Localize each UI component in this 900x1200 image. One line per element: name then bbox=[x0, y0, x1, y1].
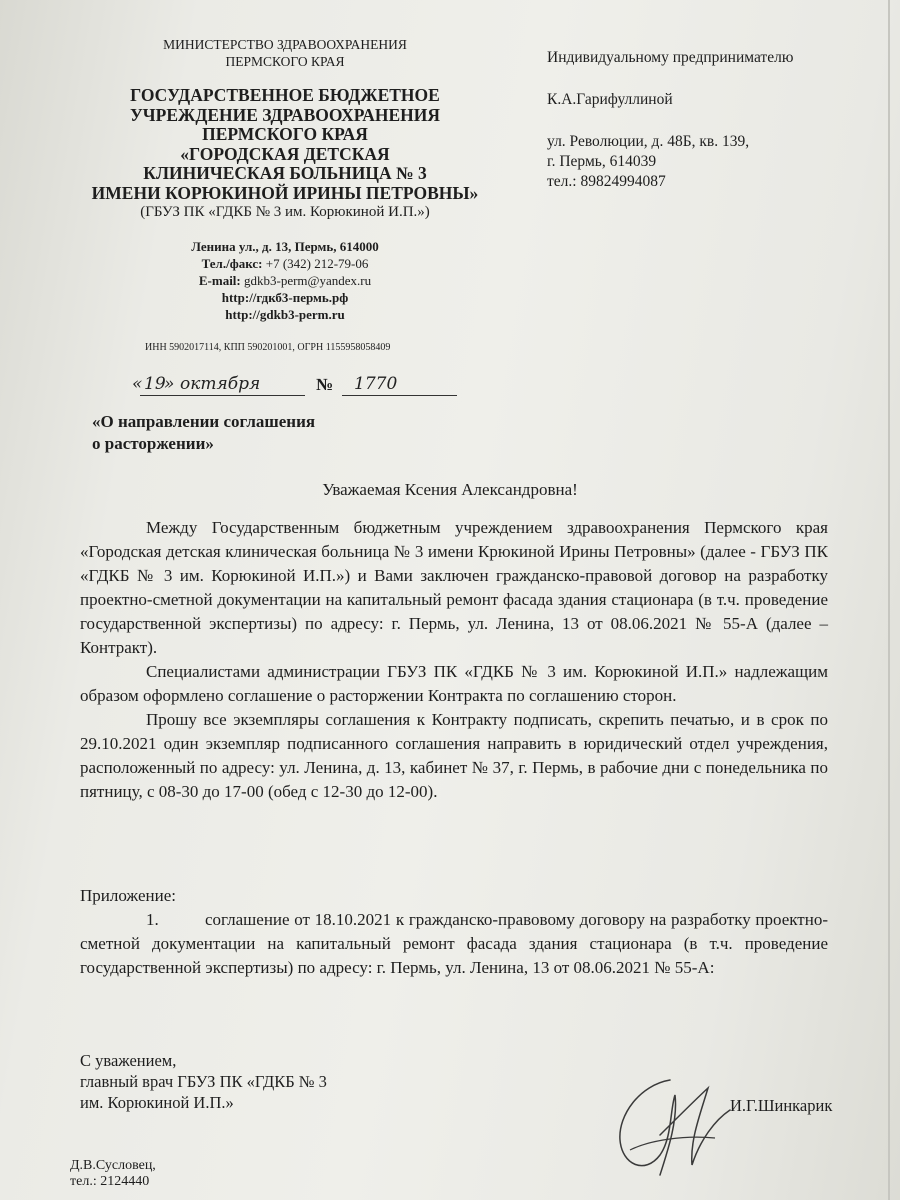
signer-position: им. Корюкиной И.П.» bbox=[80, 1093, 234, 1112]
phone-label: Тел./факс: bbox=[201, 256, 263, 271]
letter-body bbox=[80, 516, 828, 804]
website-1-text: http://гдкб3-пермь.рф bbox=[221, 290, 349, 305]
executor-block bbox=[70, 1158, 156, 1190]
date-number-line bbox=[130, 372, 470, 402]
doc-number: 1770 bbox=[354, 374, 398, 394]
recipient-phone: тел.: 89824994087 bbox=[547, 173, 666, 190]
email-line bbox=[150, 272, 420, 289]
website-2 bbox=[150, 306, 420, 323]
email-label: E-mail: bbox=[198, 273, 241, 288]
recipient-block bbox=[547, 48, 867, 192]
executor-name: Д.В.Сусловец, bbox=[70, 1158, 156, 1173]
phone-value: +7 (342) 212-79-06 bbox=[265, 256, 369, 271]
attachment-heading: Приложение: bbox=[80, 886, 176, 905]
phone-line bbox=[150, 255, 420, 272]
body-paragraph: Между Государственным бюджетным учреждением здравоохранения Пермского края «Городская детская клиническая больница № 3 имени Крюкиной Ирины Петровны» (далее - ГБУЗ ПК «ГДКБ № 3 им. Корюкиной И.П.») и Вами заключен гражданско-правовой договор на разработку проектно-сметной документации на капитальный ремонт фасада здания стационара (в т.ч. проведение государственной экспертизы) по адресу: г. Пермь, ул. Ленина, 13 от 08.06.2021 № 55-А (далее – Контракт). bbox=[80, 518, 828, 657]
subject-line: «О направлении соглашения bbox=[92, 412, 316, 431]
signer-name: И.Г.Шинкарик bbox=[730, 1096, 833, 1115]
email-value: gdkb3-perm@yandex.ru bbox=[244, 273, 372, 288]
institution-name bbox=[85, 86, 485, 203]
close-quote: » bbox=[164, 374, 175, 394]
paper-edge bbox=[888, 0, 890, 1200]
closing-block bbox=[80, 1050, 327, 1113]
address bbox=[150, 238, 420, 255]
recipient-address-line: ул. Революции, д. 48Б, кв. 139, bbox=[547, 133, 750, 150]
executor-phone: тел.: 2124440 bbox=[70, 1174, 150, 1189]
institution-line: ГОСУДАРСТВЕННОЕ БЮДЖЕТНОЕ bbox=[130, 85, 440, 105]
greeting: Уважаемая Ксения Александровна! bbox=[322, 480, 578, 499]
attachment-text: соглашение от 18.10.2021 к гражданско-правовому договору на разработку проектно-сметной документации на капитальный ремонт фасада здания стационара (в т.ч. проведение государственной экспертизы) по адресу: г. Пермь, ул. Ленина, 13 от 08.06.2021 № 55-А: bbox=[80, 910, 828, 977]
date-underline bbox=[140, 395, 305, 396]
number-underline bbox=[342, 395, 457, 396]
date-month: октября bbox=[180, 374, 261, 394]
recipient-name: К.А.Гарифуллиной bbox=[547, 91, 673, 108]
requisites: ИНН 5902017114, КПП 590201001, ОГРН 1155958058409 bbox=[145, 342, 391, 353]
institution-line: ИМЕНИ КОРЮКИНОЙ ИРИНЫ ПЕТРОВНЫ» bbox=[91, 182, 479, 203]
subject-line: о расторжении» bbox=[92, 434, 214, 453]
body-paragraph: Специалистами администрации ГБУЗ ПК «ГДКБ № 3 им. Корюкиной И.П.» надлежащим образом оформлено соглашение о расторжении Контракта по соглашению сторон. bbox=[80, 662, 828, 705]
website-2-text: http://gdkb3-perm.ru bbox=[225, 307, 345, 322]
number-sign: № bbox=[316, 375, 334, 394]
handwritten-signature bbox=[600, 1040, 735, 1180]
signer-position: главный врач ГБУЗ ПК «ГДКБ № 3 bbox=[80, 1072, 327, 1091]
closing-regards: С уважением, bbox=[80, 1051, 177, 1070]
letterhead bbox=[85, 36, 485, 222]
date-day: 19 bbox=[144, 374, 166, 394]
letterhead-contacts bbox=[150, 238, 420, 323]
institution-line: «ГОРОДСКАЯ ДЕТСКАЯ bbox=[180, 143, 390, 164]
address-text: Ленина ул., д. 13, Пермь, 614000 bbox=[191, 239, 379, 254]
attachment-number: 1. bbox=[146, 910, 159, 929]
institution-line: УЧРЕЖДЕНИЕ ЗДРАВООХРАНЕНИЯ bbox=[129, 104, 441, 125]
institution-line: КЛИНИЧЕСКАЯ БОЛЬНИЦА № 3 bbox=[143, 163, 427, 183]
ministry-line: МИНИСТЕРСТВО ЗДРАВООХРАНЕНИЯ bbox=[163, 37, 407, 52]
open-quote: « bbox=[132, 374, 143, 394]
attachment-item bbox=[80, 908, 828, 980]
recipient-address-line: г. Пермь, 614039 bbox=[547, 153, 657, 170]
letter-subject bbox=[92, 411, 422, 455]
ministry-name bbox=[85, 36, 485, 70]
ministry-line: ПЕРМСКОГО КРАЯ bbox=[225, 54, 345, 69]
institution-abbreviation: (ГБУЗ ПК «ГДКБ № 3 им. Корюкиной И.П.») bbox=[140, 204, 430, 220]
website-1 bbox=[150, 289, 420, 306]
institution-line: ПЕРМСКОГО КРАЯ bbox=[202, 124, 368, 144]
recipient-title: Индивидуальному предпринимателю bbox=[547, 49, 794, 66]
body-paragraph: Прошу все экземпляры соглашения к Контракту подписать, скрепить печатью, и в срок по 29.10.2021 один экземпляр подписанного соглашения направить в юридический отдел учреждения, расположенный по адресу: ул. Ленина, д. 13, кабинет № 37, г. Пермь, в рабочие дни с понедельника по пятницу, с 08-30 до 17-00 (обед с 12-30 до 12-00). bbox=[80, 710, 828, 801]
